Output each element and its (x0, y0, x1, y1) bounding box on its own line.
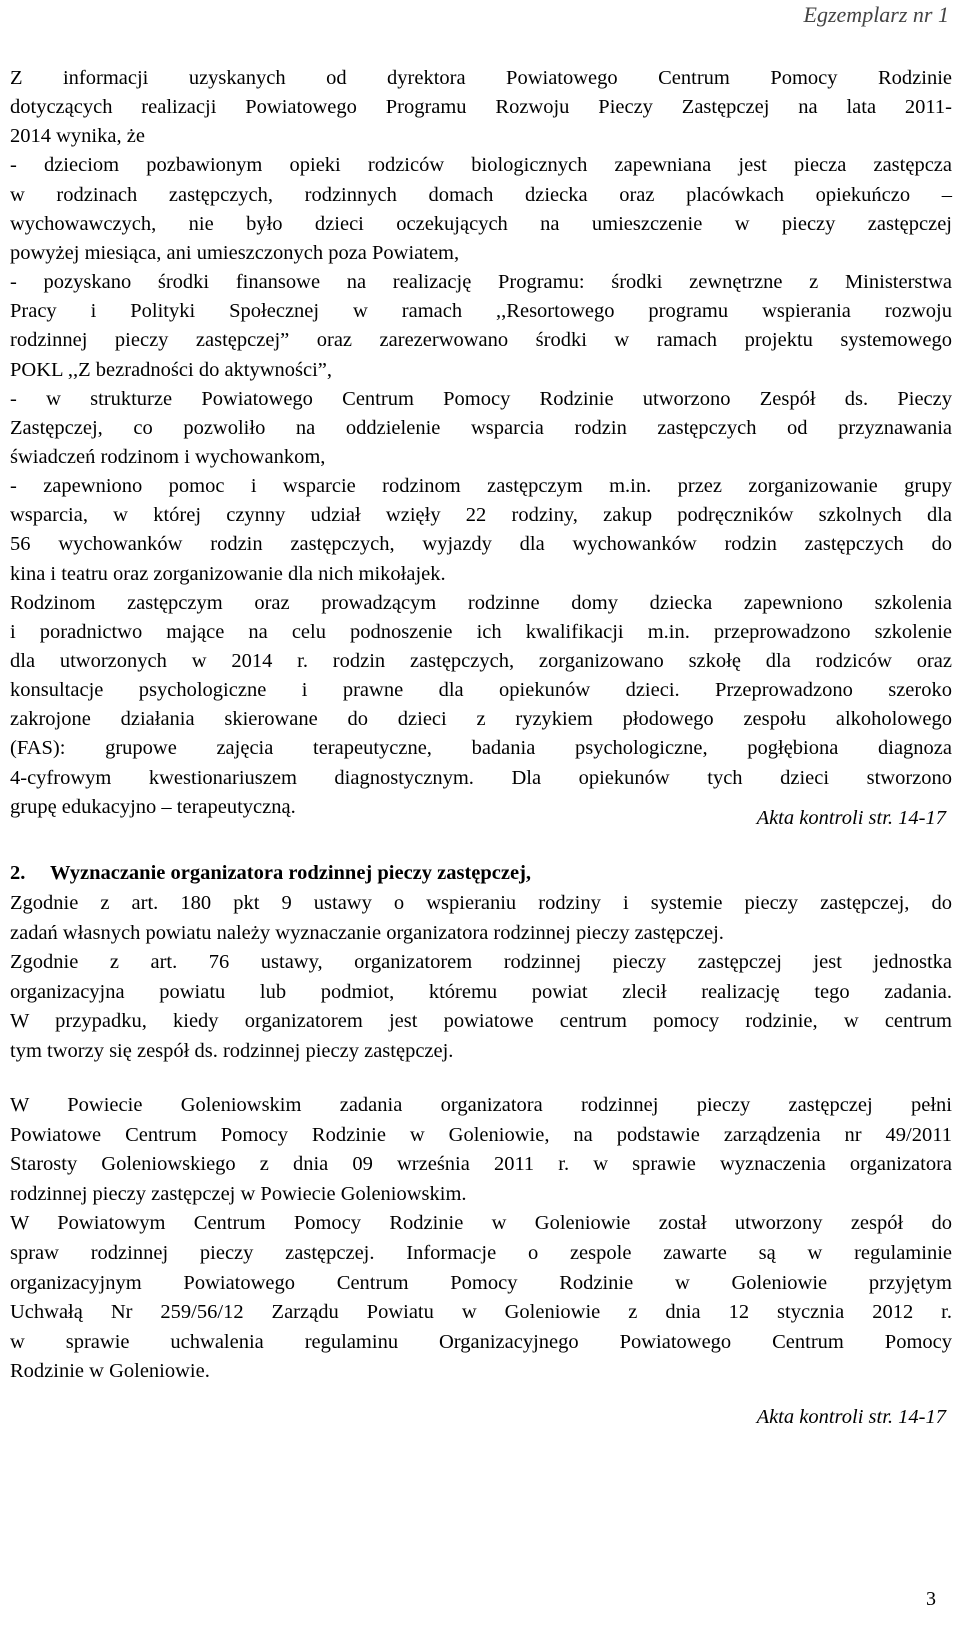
text-line: kina i teatru oraz zorganizowanie dla nich mikołajek. (10, 562, 446, 585)
document-page (10, 0, 952, 1625)
text-line: W Powiatowym Centrum Pomocy Rodzinie w Goleniowie został utworzony zespół do (10, 1212, 952, 1235)
text-line: Rodzinom zastępczym oraz prowadzącym rodzinne domy dziecka zapewniono szkolenia (10, 591, 952, 614)
text-line: w sprawie uchwalenia regulaminu Organizacyjnego Powiatowego Centrum Pomocy (10, 1330, 952, 1353)
text-line: zakrojone działania skierowane do dzieci z ryzykiem płodowego zespołu alkoholowego (10, 708, 952, 731)
text-line: - zapewniono pomoc i wsparcie rodzinom zastępczym m.in. przez zorganizowanie grupy (10, 475, 952, 498)
text-line: Z informacji uzyskanych od dyrektora Powiatowego Centrum Pomocy Rodzinie (10, 67, 952, 89)
text-line: organizacyjna powiatu lub podmiot, któremu powiat zlecił realizację tego zadania. (10, 980, 952, 1003)
text-line: (FAS): grupowe zajęcia terapeutyczne, badania psychologiczne, pogłębiona diagnoza (10, 737, 952, 760)
text-line: powyżej miesiąca, ani umieszczonych poza Powiatem, (10, 241, 460, 264)
section-2-title: Wyznaczanie organizatora rodzinnej pieczy zastępczej, (50, 862, 532, 884)
text-line: rodzinnej pieczy zastępczej” oraz zarezerwowano środki w ramach projektu systemowego (10, 329, 952, 352)
text-line: w rodzinach zastępczych, rodzinnych domach dziecka oraz placówkach opiekuńczo – (10, 183, 952, 206)
text-line: - w strukturze Powiatowego Centrum Pomocy Rodzinie utworzono Zespół ds. Pieczy (10, 387, 952, 410)
text-line: grupę edukacyjno – terapeutyczną. (10, 795, 296, 818)
section-2-number: 2. (10, 862, 26, 884)
text-line: Zastępczej, co pozwoliło na oddzielenie wsparcia rodzin zastępczych od przyznawania (10, 416, 952, 439)
text-line: świadczeń rodzinom i wychowankom, (10, 445, 326, 468)
text-line: dotyczących realizacji Powiatowego Programu Rozwoju Pieczy Zastępczej na lata 2011- (10, 96, 952, 119)
section-2-heading (10, 858, 531, 888)
reference-note-1: Akta kontroli str. 14-17 (756, 807, 946, 829)
text-line: 2014 wynika, że (10, 125, 145, 148)
text-line: rodzinnej pieczy zastępczej w Powiecie Goleniowskim. (10, 1182, 467, 1205)
text-line: spraw rodzinnej pieczy zastępczej. Informacje o zespole zawarte są w regulaminie (10, 1242, 952, 1264)
text-line: Rodzinie w Goleniowie. (10, 1360, 210, 1383)
text-line: Uchwałą Nr 259/56/12 Zarządu Powiatu w Goleniowie z dnia 12 stycznia 2012 r. (10, 1301, 952, 1324)
copy-number-label: Egzemplarz nr 1 (803, 2, 949, 27)
text-line: - pozyskano środki finansowe na realizację Programu: środki zewnętrzne z Ministerstwa (10, 271, 952, 294)
text-line: W przypadku, kiedy organizatorem jest powiatowe centrum pomocy rodzinie, w centrum (10, 1010, 952, 1032)
text-line: wychowawczych, nie było dzieci oczekujących na umieszczenie w pieczy zastępczej (10, 212, 952, 235)
text-line: wsparcia, w której czynny udział wzięły 22 rodziny, zakup podręczników szkolnych dla (10, 504, 952, 527)
page-number: 3 (926, 1588, 936, 1610)
text-line: organizacyjnym Powiatowego Centrum Pomocy Rodzinie w Goleniowie przyjętym (10, 1271, 952, 1294)
text-line: Zgodnie z art. 180 pkt 9 ustawy o wspieraniu rodziny i systemie pieczy zastępczej, do (10, 892, 952, 914)
text-line: tym tworzy się zespół ds. rodzinnej pieczy zastępczej. (10, 1039, 454, 1062)
text-line: dla utworzonych w 2014 r. rodzin zastępczych, zorganizowano szkołę dla rodziców oraz (10, 650, 952, 672)
text-line: 56 wychowanków rodzin zastępczych, wyjazdy dla wychowanków rodzin zastępczych do (10, 533, 952, 556)
text-line: W Powiecie Goleniowskim zadania organizatora rodzinnej pieczy zastępczej pełni (10, 1094, 952, 1116)
text-line: POKL ,,Z bezradności do aktywności”, (10, 358, 333, 381)
reference-note-2: Akta kontroli str. 14-17 (756, 1406, 946, 1428)
text-line: konsultacje psychologiczne i prawne dla opiekunów dzieci. Przeprowadzono szeroko (10, 679, 952, 702)
text-line: Starosty Goleniowskiego z dnia 09 września 2011 r. w sprawie wyznaczenia organizatora (10, 1153, 952, 1176)
text-line: Zgodnie z art. 76 ustawy, organizatorem rodzinnej pieczy zastępczej jest jednostka (10, 951, 952, 973)
text-line: 4-cyfrowym kwestionariuszem diagnostycznym. Dla opiekunów tych dzieci stworzono (10, 766, 952, 789)
text-line: zadań własnych powiatu należy wyznaczanie organizatora rodzinnej pieczy zastępczej. (10, 921, 724, 944)
text-line: Pracy i Polityki Społecznej w ramach ,,Resortowego programu wspierania rozwoju (10, 300, 952, 323)
text-line: Powiatowe Centrum Pomocy Rodzinie w Goleniowie, na podstawie zarządzenia nr 49/2011 (10, 1123, 952, 1146)
text-line: i poradnictwo mające na celu podnoszenie ich kwalifikacji m.in. przeprowadzono szkolenie (10, 620, 952, 643)
text-line: - dzieciom pozbawionym opieki rodziców biologicznych zapewniana jest piecza zastępcza (10, 154, 952, 177)
